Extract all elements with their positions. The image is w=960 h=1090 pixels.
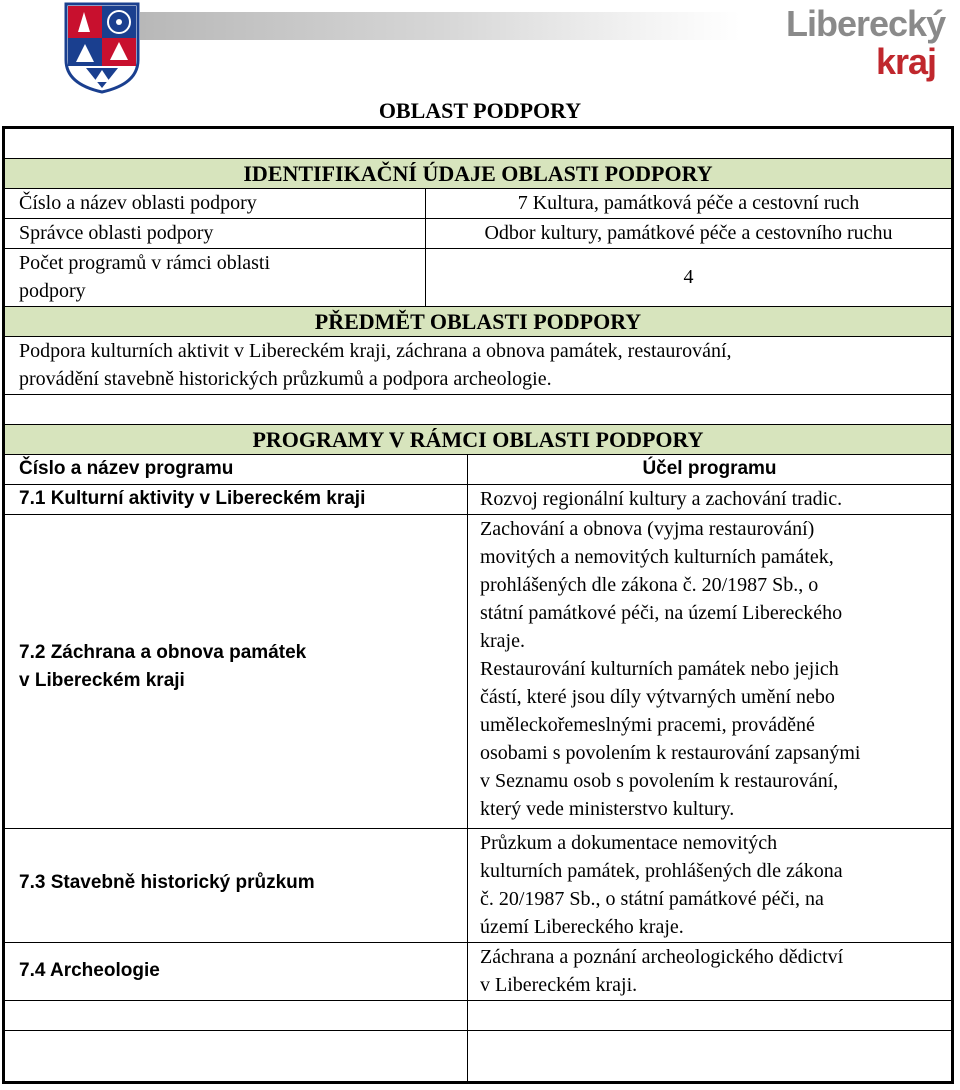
purpose-line: který vede ministerstvo kultury. — [480, 798, 735, 820]
purpose-line: částí, které jsou díly výtvarných umění nebo — [480, 686, 835, 708]
programs-columns-row — [5, 455, 951, 485]
program-row — [5, 943, 951, 1001]
purpose-line: kraje. — [480, 630, 525, 652]
row-label-line: Počet programů v rámci oblasti — [19, 252, 271, 274]
purpose-line: movitých a nemovitých kulturních památek, — [480, 546, 834, 568]
row-label: Správce oblasti podpory — [19, 222, 214, 244]
subject-heading: PŘEDMĚT OBLASTI PODPORY — [314, 309, 642, 334]
programs-heading: PROGRAMY V RÁMCI OBLASTI PODPORY — [252, 427, 704, 452]
purpose-line: Restaurování kulturních památek nebo jejich — [480, 658, 839, 680]
purpose-line: kulturních památek, prohlášených dle zákona — [480, 860, 843, 882]
program-row — [5, 515, 951, 829]
purpose-line: území Libereckého kraje. — [480, 916, 684, 938]
program-purpose — [467, 829, 951, 942]
empty-row — [5, 129, 951, 159]
liberecky-kraj-logo — [786, 3, 946, 82]
program-name-line: v Libereckém kraji — [19, 670, 185, 691]
program-name: 7.4 Archeologie — [19, 960, 160, 981]
program-name: 7.3 Stavebně historický průzkum — [19, 872, 315, 893]
program-row — [5, 829, 951, 943]
subject-header-row — [5, 307, 951, 337]
subject-text-row — [5, 337, 951, 395]
purpose-line: uměleckořemeslnými pracemi, prováděné — [480, 714, 815, 736]
column-header-purpose: Účel programu — [467, 455, 951, 484]
program-purpose — [467, 485, 951, 514]
row-value: Odbor kultury, památkové péče a cestovního ruchu — [425, 219, 951, 248]
purpose-line: Záchrana a poznání archeologického dědictví — [480, 946, 844, 968]
empty-row — [5, 395, 951, 425]
program-row — [5, 485, 951, 515]
subject-line: provádění stavebně historických průzkumů a podpora archeologie. — [19, 368, 552, 390]
coat-of-arms-logo — [64, 2, 140, 94]
empty-cell — [467, 1001, 951, 1030]
program-name — [5, 515, 467, 828]
purpose-line: státní památkové péči, na území Libereckého — [480, 602, 843, 624]
column-header-name: Číslo a název programu — [19, 458, 234, 479]
empty-program-row — [5, 1031, 951, 1081]
identification-row — [5, 219, 951, 249]
header-band — [140, 12, 740, 40]
purpose-line: Průzkum a dokumentace nemovitých — [480, 832, 778, 854]
subject-line: Podpora kulturních aktivit v Libereckém kraji, záchrana a obnova památek, restaurování, — [19, 340, 732, 362]
programs-header-row — [5, 425, 951, 455]
row-value: 7 Kultura, památková péče a cestovní ruch — [425, 189, 951, 218]
logo-line1: Liberecký — [786, 3, 946, 44]
empty-cell — [467, 1031, 951, 1081]
program-purpose — [467, 515, 951, 828]
row-value: 4 — [425, 249, 951, 306]
identification-heading: IDENTIFIKAČNÍ ÚDAJE OBLASTI PODPORY — [243, 161, 713, 186]
subject-text — [5, 337, 951, 393]
purpose-line: Rozvoj regionální kultury a zachování tradic. — [480, 488, 843, 510]
purpose-line: č. 20/1987 Sb., o státní památkové péči, na — [480, 888, 824, 910]
purpose-line: v Libereckém kraji. — [480, 974, 638, 996]
program-name: 7.1 Kulturní aktivity v Libereckém kraji — [19, 488, 366, 509]
identification-row — [5, 189, 951, 219]
purpose-line: Zachování a obnova (vyjma restaurování) — [480, 518, 815, 540]
identification-row — [5, 249, 951, 307]
document-title: OBLAST PODPORY — [378, 98, 582, 123]
row-label — [5, 249, 425, 306]
support-area-table — [2, 126, 954, 1084]
program-name-line: 7.2 Záchrana a obnova památek — [19, 642, 307, 663]
identification-header-row — [5, 159, 951, 189]
logo-line2: kraj — [875, 41, 936, 82]
row-label: Číslo a název oblasti podpory — [19, 192, 257, 214]
row-label-line: podpory — [19, 280, 86, 302]
program-purpose — [467, 943, 951, 1000]
empty-program-row — [5, 1001, 951, 1031]
purpose-line: osobami s povolením k restaurování zapsanými — [480, 742, 861, 764]
purpose-line: prohlášených dle zákona č. 20/1987 Sb., o — [480, 574, 819, 596]
purpose-line: v Seznamu osob s povolením k restaurování, — [480, 770, 839, 792]
